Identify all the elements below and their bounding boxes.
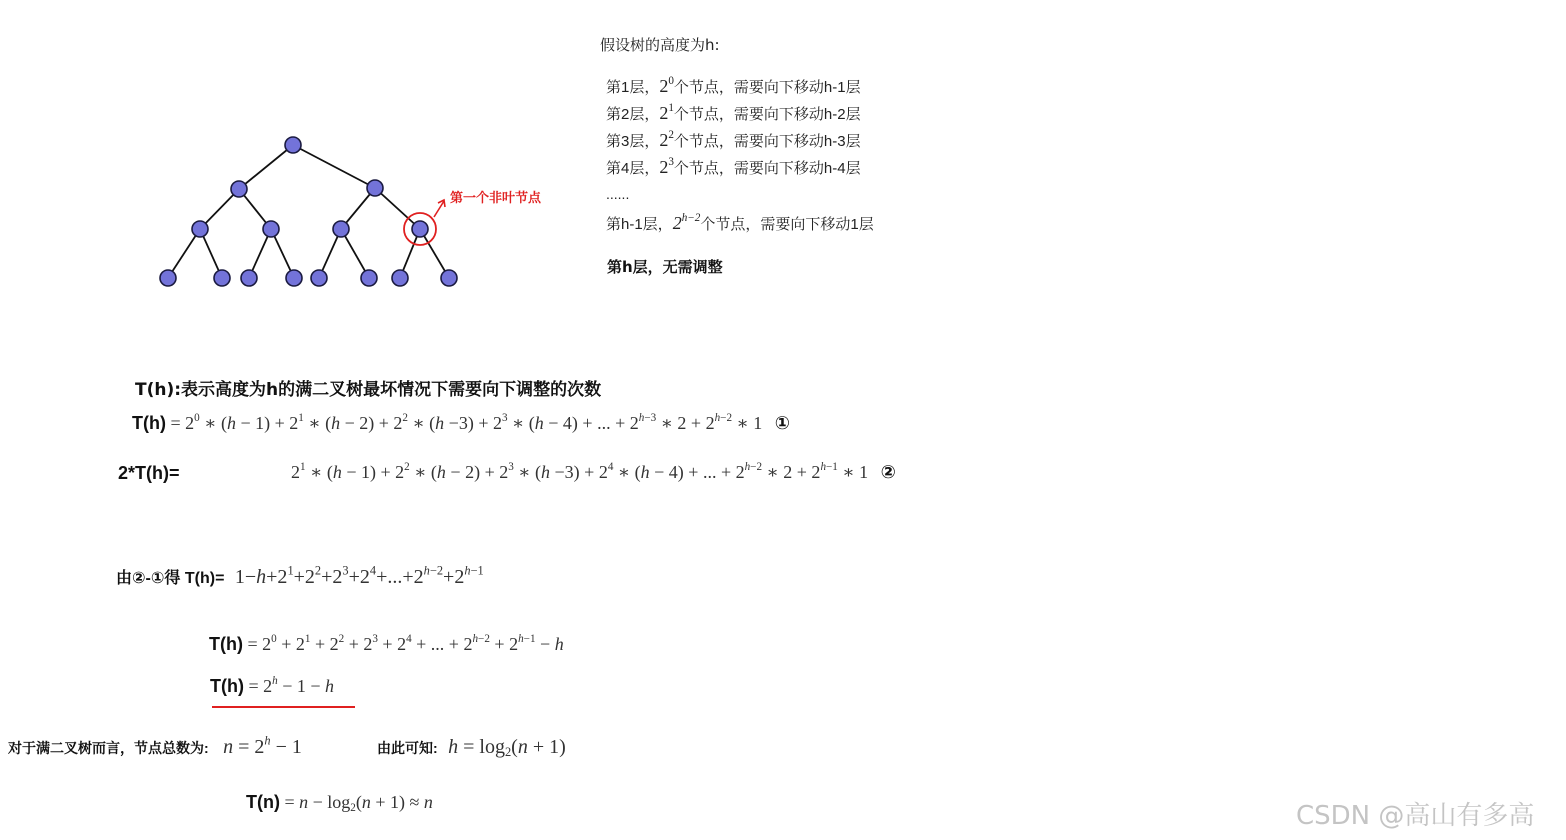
level-suffix: 个节点，需要向下移动h-2层 <box>673 106 861 123</box>
th-result-equation: $T(h) = 2^h - 1 - h$ <box>210 675 335 696</box>
tree-leaf <box>241 270 257 286</box>
level-exp: 2 <box>668 129 674 142</box>
equation-2: $2^1$ ∗ $(h - 1) + 2^2$ ∗ $(h - 2) + 2^3$ ∗ $(h -3) + 2^4$ ∗ (h − 4) + ... + $2^{h-2}$ ∗ $2 + 2^{h-1}$ ∗ 1 ② <box>291 461 896 482</box>
tree-leaf <box>441 270 457 286</box>
levels-intro: 假设树的高度为h: <box>600 36 720 54</box>
level-exp: 1 <box>668 102 674 115</box>
level-suffix: 个节点，需要向下移动h-3层 <box>673 133 861 150</box>
levels-ellipsis: ...... <box>606 186 630 202</box>
level-row-2: 第2层，$2^1$个节点，需要向下移动h-2层 <box>606 102 861 123</box>
tree-leaf <box>160 270 176 286</box>
eq2-label: 2*T(h)= <box>118 463 180 483</box>
level-prefix: 第3层， <box>606 133 660 150</box>
level-suffix: 个节点，需要向下移动1层 <box>700 216 874 233</box>
tree-leaf <box>311 270 327 286</box>
level-row-1: 第1层，$2^0$个节点，需要向下移动h-1层 <box>606 75 861 96</box>
tree-node <box>263 221 279 237</box>
deduce-equation: 由此可知: $h = \log_2(n + 1)$ <box>377 736 566 760</box>
eq1-label: T(h) <box>132 413 166 433</box>
tree-leaf <box>286 270 302 286</box>
level-suffix: 个节点，需要向下移动h-1层 <box>673 79 861 96</box>
binary-tree-diagram <box>150 125 570 300</box>
level-prefix: 第2层， <box>606 106 660 123</box>
equation-1: $T(h) = 2^0$ ∗ $(h - 1) + 2^1$ ∗ $(h - 2) + 2^2$ ∗ $(h -3) + 2^3$ ∗ (h − 4) + ... + $2^{h-3}$ ∗ $2 + 2^{h-2}$ ∗ 1 ① <box>132 412 791 433</box>
th-sum-equation: $T(h) = 2^0 + 2^1 + 2^2 + 2^3 + 2^4$ + ... + $2^{h-2} + 2^{h-1} - h$ <box>209 633 564 654</box>
node-count-equation: 对于满二叉树而言，节点总数为: $n = 2^h - 1$ <box>8 733 302 758</box>
level-prefix: 第1层， <box>606 79 660 96</box>
tree-leaf <box>392 270 408 286</box>
level-prefix: 第h-1层， <box>606 216 673 233</box>
result-underline <box>212 706 355 708</box>
th-result-label: T(h) <box>210 676 244 696</box>
eq1-tag: ① <box>774 413 791 433</box>
th-sum-label: T(h) <box>209 634 243 654</box>
tn-label: T(n) <box>246 792 280 812</box>
subtraction-equation: 由②-①得 $T(h)= 1-h+2^1+2^2+2^3+2^4+...+2^{h-2}+2^{h-1}$ <box>116 563 484 588</box>
level-exp: 3 <box>668 156 674 169</box>
tree-nodes <box>160 137 457 286</box>
tree-edges <box>168 145 449 278</box>
tree-node <box>367 180 383 196</box>
watermark: CSDN @高山有多高 <box>1296 801 1535 831</box>
eq2-tag: ② <box>880 462 896 482</box>
subtraction-label: 由②-①得 T(h)= <box>116 570 225 587</box>
level-exp: h−2 <box>681 212 701 225</box>
node-count-label: 对于满二叉树而言，节点总数为: <box>8 740 209 756</box>
level-row-4: 第4层，$2^3$个节点，需要向下移动h-4层 <box>606 156 861 177</box>
tree-node-first-non-leaf <box>412 221 428 237</box>
tree-node <box>231 181 247 197</box>
annotation-text: 第一个非叶节点 <box>450 191 542 206</box>
tn-equation: $T(n) = n - \log_2(n + 1) \approx n$ <box>246 792 433 814</box>
tree-node-root <box>285 137 301 153</box>
tree-leaf <box>361 270 377 286</box>
tree-node <box>333 221 349 237</box>
level-exp: 0 <box>668 75 674 88</box>
level-prefix: 第4层， <box>606 160 660 177</box>
annotation-arrow <box>434 201 444 217</box>
deduce-label: 由此可知: <box>377 740 438 756</box>
level-row-3: 第3层，$2^2$个节点，需要向下移动h-3层 <box>606 129 861 150</box>
tree-leaf <box>214 270 230 286</box>
level-suffix: 个节点，需要向下移动h-4层 <box>673 160 861 177</box>
th-definition-title: T(h):表示高度为h的满二叉树最坏情况下需要向下调整的次数 <box>135 380 602 400</box>
level-row-last: 第h层，无需调整 <box>607 258 723 276</box>
level-row-h-minus-1: 第h-1层，$2^{h-2}$个节点，需要向下移动1层 <box>606 212 874 233</box>
tree-node <box>192 221 208 237</box>
